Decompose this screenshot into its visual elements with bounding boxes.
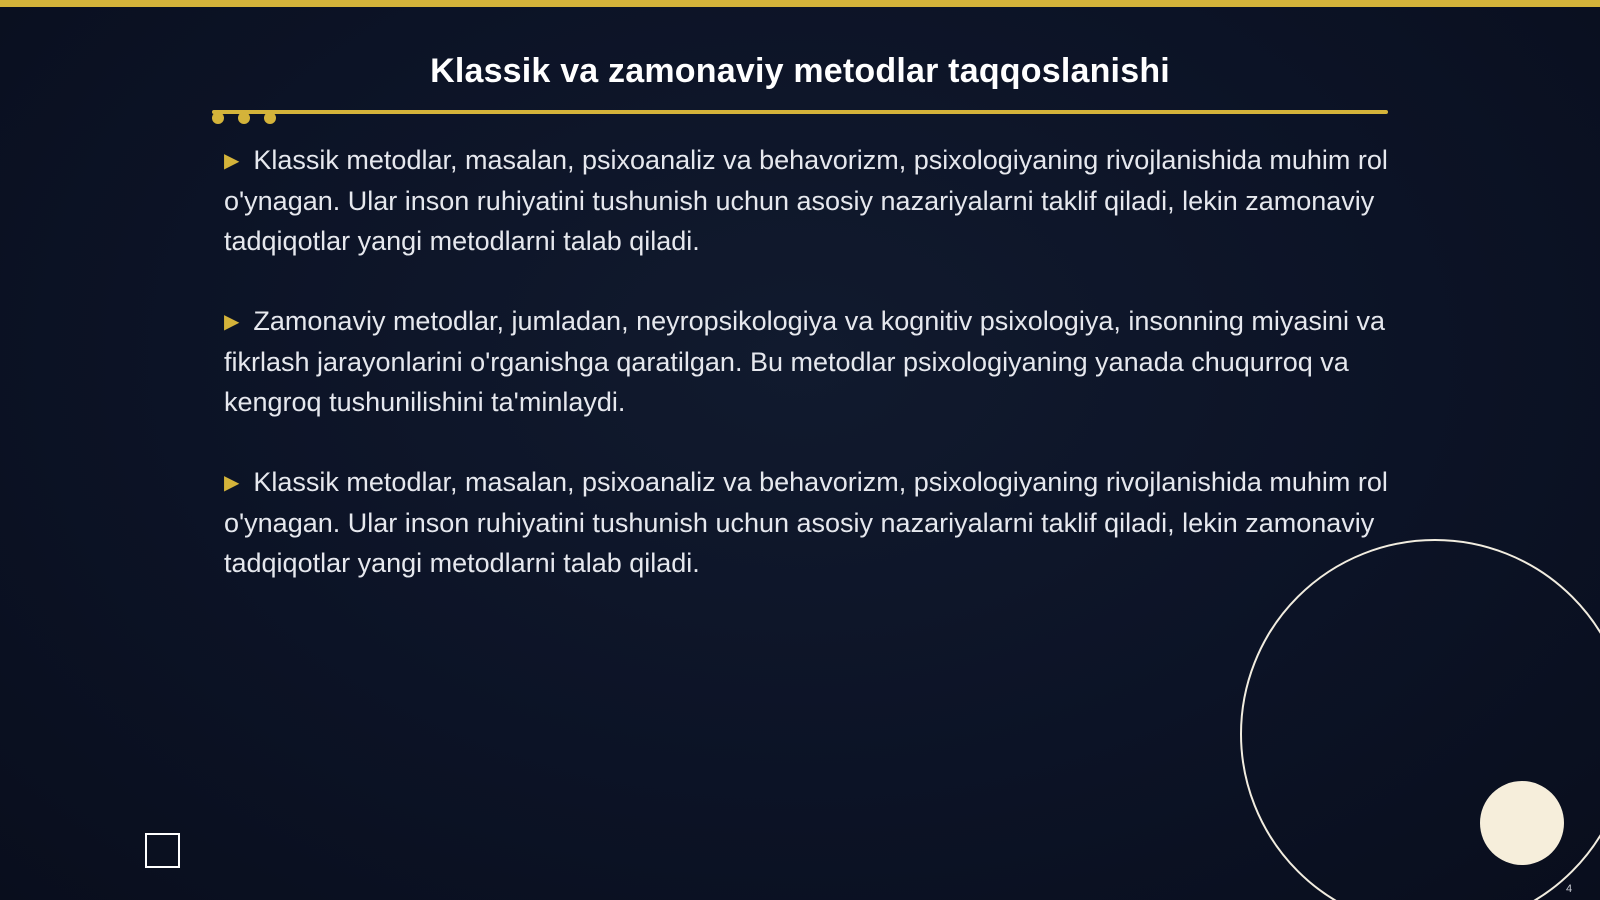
bullet-arrow-icon: ▶ — [224, 472, 240, 494]
title-underline — [212, 110, 1388, 114]
bullet-arrow-icon: ▶ — [224, 311, 240, 333]
decor-dot — [212, 112, 224, 124]
decor-circle-filled — [1480, 781, 1564, 865]
bullet-item — [224, 140, 1394, 261]
top-accent-bar — [0, 0, 1600, 7]
slide-title: Klassik va zamonaviy metodlar taqqoslanishi — [430, 52, 1170, 90]
bullet-text: Klassik metodlar, masalan, psixoanaliz va behavorizm, psixologiyaning rivojlanishida muhim rol o'ynagan. Ular inson ruhiyatini tushunish uchun asosiy nazariyalarni taklif qiladi, lekin zamonaviy tadqiqotlar yangi metodlarni talab qiladi. — [224, 467, 1388, 578]
decor-dot — [264, 112, 276, 124]
page-number: 4 — [1566, 883, 1573, 895]
bullet-arrow-icon: ▶ — [224, 150, 240, 172]
bullet-text: Klassik metodlar, masalan, psixoanaliz va behavorizm, psixologiyaning rivojlanishida muhim rol o'ynagan. Ular inson ruhiyatini tushunish uchun asosiy nazariyalarni taklif qiladi, lekin zamonaviy tadqiqotlar yangi metodlarni talab qiladi. — [224, 145, 1388, 256]
bullet-text: Zamonaviy metodlar, jumladan, neyropsikologiya va kognitiv psixologiya, insonning miyasini va fikrlash jarayonlarini o'rganishga qaratilgan. Bu metodlar psixologiyaning yanada chuqurroq va kengroq tushunilishini ta'minlaydi. — [224, 306, 1385, 417]
decor-square-outline — [145, 833, 180, 868]
bullet-item — [224, 462, 1394, 583]
bullet-item — [224, 301, 1394, 422]
decor-dot — [238, 112, 250, 124]
bullet-list — [224, 140, 1394, 623]
